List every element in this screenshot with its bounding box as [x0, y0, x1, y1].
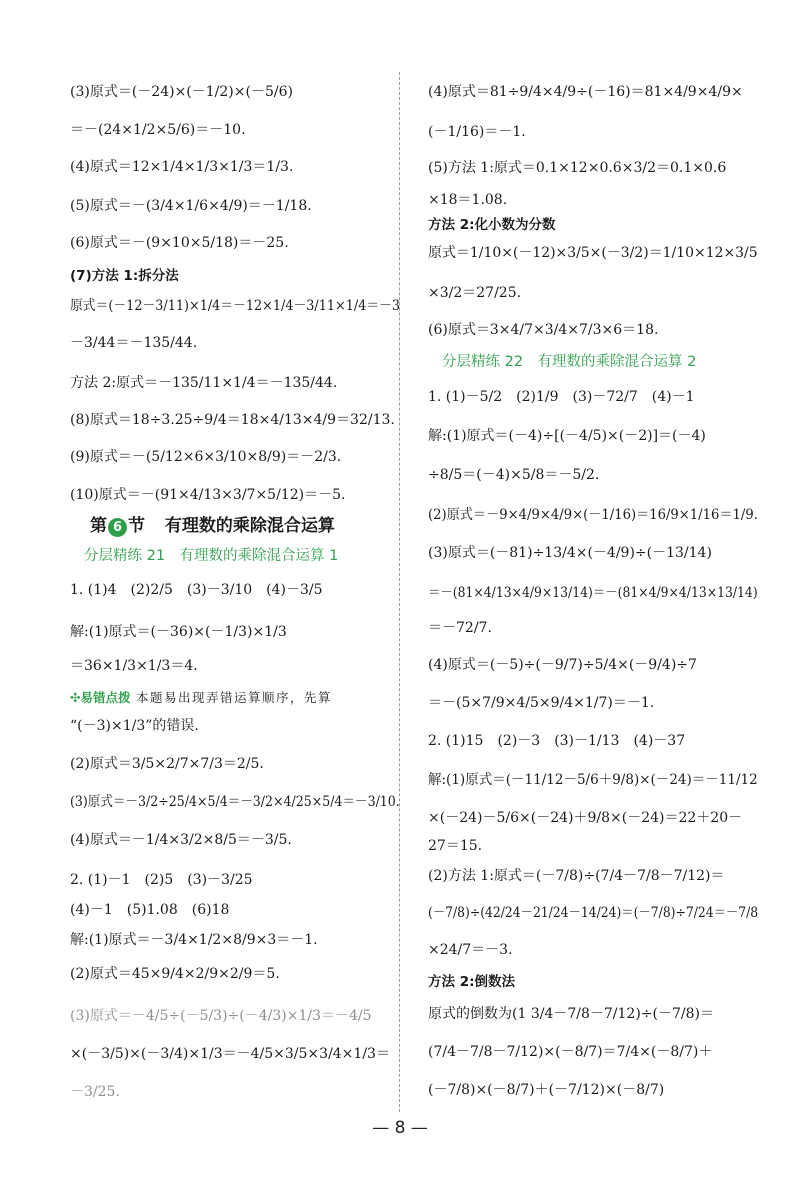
solution-line: (6)原式＝3×4/7×3/4×7/3×6＝18. — [428, 322, 659, 338]
solution-line: (8)原式＝18÷3.25÷9/4＝18×4/13×4/9＝32/13. — [70, 412, 395, 428]
solution-line: (2)原式＝3/5×2/7×7/3＝2/5. — [70, 756, 264, 772]
tip-icon: ✣ — [70, 690, 81, 705]
solution-line: (7/4－7/8－7/12)×(－8/7)＝7/4×(－8/7)＋ — [428, 1044, 713, 1060]
answer-line: 2. (1)－1 (2)5 (3)－3/25 — [70, 872, 253, 888]
solution-line: (－7/8)÷(42/24－21/24－14/24)＝(－7/8)÷7/24＝－7/8 — [428, 905, 759, 921]
solution-line: (4)原式＝12×1/4×1/3×1/3＝1/3. — [70, 159, 294, 175]
solution-line: ×(－3/5)×(－3/4)×1/3＝－4/5×3/5×3/4×1/3＝ — [70, 1046, 390, 1062]
section-number-badge: 6 — [108, 518, 127, 537]
solution-line: 原式＝1/10×(－12)×3/5×(－3/2)＝1/10×12×3/5 — [428, 245, 758, 261]
solution-line: －3/44＝－135/44. — [70, 335, 198, 351]
answer-line: 1. (1)4 (2)2/5 (3)－3/10 (4)－3/5 — [70, 582, 323, 598]
column-divider — [399, 72, 400, 1112]
solution-line: 解:(1)原式＝(－36)×(－1/3)×1/3 — [70, 624, 287, 640]
solution-line: (10)原式＝－(91×4/13×3/7×5/12)＝－5. — [70, 487, 346, 503]
solution-line: 原式的倒数为(1 3/4－7/8－7/12)÷(－7/8)＝ — [428, 1006, 714, 1022]
section-label-suffix: 节 — [128, 516, 145, 536]
solution-line: “(－3)×1/3”的错误. — [70, 718, 199, 734]
solution-line: ＝36×1/3×1/3＝4. — [70, 658, 198, 674]
solution-line: 解:(1)原式＝(－11/12－5/6＋9/8)×(－24)＝－11/12 — [428, 772, 758, 788]
solution-line: －3/25. — [70, 1084, 120, 1100]
answer-line: (4)－1 (5)1.08 (6)18 — [70, 902, 230, 918]
solution-line: (2)原式＝－9×4/9×4/9×(－1/16)＝16/9×1/16＝1/9. — [428, 507, 758, 523]
solution-line: (4)原式＝81÷9/4×4/9÷(－16)＝81×4/9×4/9× — [428, 84, 743, 100]
error-tip — [70, 688, 332, 708]
subsection-heading: 分层精练 22 有理数的乘除混合运算 2 — [442, 354, 697, 370]
solution-line: (－7/8)×(－8/7)＋(－7/12)×(－8/7) — [428, 1082, 665, 1098]
solution-line: (4)原式＝－1/4×3/2×8/5＝－3/5. — [70, 832, 292, 848]
solution-line: ×24/7＝－3. — [428, 942, 513, 958]
solution-line: (2)原式＝45×9/4×2/9×2/9＝5. — [70, 966, 280, 982]
section-heading — [90, 516, 335, 537]
solution-line: (5)方法 1:原式＝0.1×12×0.6×3/2＝0.1×0.6 — [428, 160, 727, 176]
solution-line: ÷8/5＝(－4)×5/8＝－5/2. — [428, 467, 600, 483]
answer-line: 1. (1)－5/2 (2)1/9 (3)－72/7 (4)－1 — [428, 389, 695, 405]
solution-line: (－1/16)＝－1. — [428, 124, 526, 140]
solution-line: ×3/2＝27/25. — [428, 285, 522, 301]
solution-line: 方法 2:原式＝－135/11×1/4＝－135/44. — [70, 375, 338, 391]
method-heading: (7)方法 1:拆分法 — [70, 268, 179, 284]
solution-line: (2)方法 1:原式＝(－7/8)÷(7/4－7/8－7/12)＝ — [428, 868, 725, 884]
solution-line: 原式＝(－12－3/11)×1/4＝－12×1/4－3/11×1/4＝－3 — [70, 298, 401, 314]
tip-text: 本题易出现弄错运算顺序，先算 — [135, 690, 332, 705]
section-title: 有理数的乘除混合运算 — [164, 516, 335, 536]
subsection-heading: 分层精练 21 有理数的乘除混合运算 1 — [84, 548, 339, 564]
section-label-prefix: 第 — [90, 516, 107, 536]
answer-line: 2. (1)15 (2)－3 (3)－1/13 (4)－37 — [428, 733, 686, 749]
solution-line: ＝－72/7. — [428, 620, 492, 636]
solution-line: 解:(1)原式＝－3/4×1/2×8/9×3＝－1. — [70, 932, 318, 948]
solution-line: ＝－(24×1/2×5/6)＝－10. — [70, 122, 246, 138]
page-number: — 8 — — [372, 1118, 428, 1138]
solution-line: (6)原式＝－(9×10×5/18)＝－25. — [70, 235, 289, 251]
solution-line: ＝－(81×4/13×4/9×13/14)＝－(81×4/9×4/13×13/14) — [428, 585, 758, 601]
method-heading: 方法 2:化小数为分数 — [428, 217, 556, 233]
solution-line: 解:(1)原式＝(－4)÷[(－4/5)×(－2)]＝(－4) — [428, 428, 706, 444]
tip-label: 易错点拨 — [80, 690, 131, 705]
solution-line: (3)原式＝－4/5÷(－5/3)÷(－4/3)×1/3＝－4/5 — [70, 1008, 372, 1024]
solution-line: (5)原式＝－(3/4×1/6×4/9)＝－1/18. — [70, 198, 312, 214]
solution-line: (4)原式＝(－5)÷(－9/7)÷5/4×(－9/4)÷7 — [428, 657, 697, 673]
solution-line: ×(－24)－5/6×(－24)＋9/8×(－24)＝22＋20－ — [428, 810, 743, 826]
solution-line: 27＝15. — [428, 838, 483, 854]
method-heading: 方法 2:倒数法 — [428, 974, 515, 990]
solution-line: (9)原式＝－(5/12×6×3/10×8/9)＝－2/3. — [70, 449, 342, 465]
solution-line: (3)原式＝(－24)×(－1/2)×(－5/6) — [70, 84, 293, 100]
solution-line: (3)原式＝(－81)÷13/4×(－4/9)÷(－13/14) — [428, 545, 712, 561]
solution-line: ×18＝1.08. — [428, 192, 508, 208]
solution-line: (3)原式＝－3/2÷25/4×5/4＝－3/2×4/25×5/4＝－3/10. — [70, 794, 400, 810]
solution-line: ＝－(5×7/9×4/5×9/4×1/7)＝－1. — [428, 695, 655, 711]
